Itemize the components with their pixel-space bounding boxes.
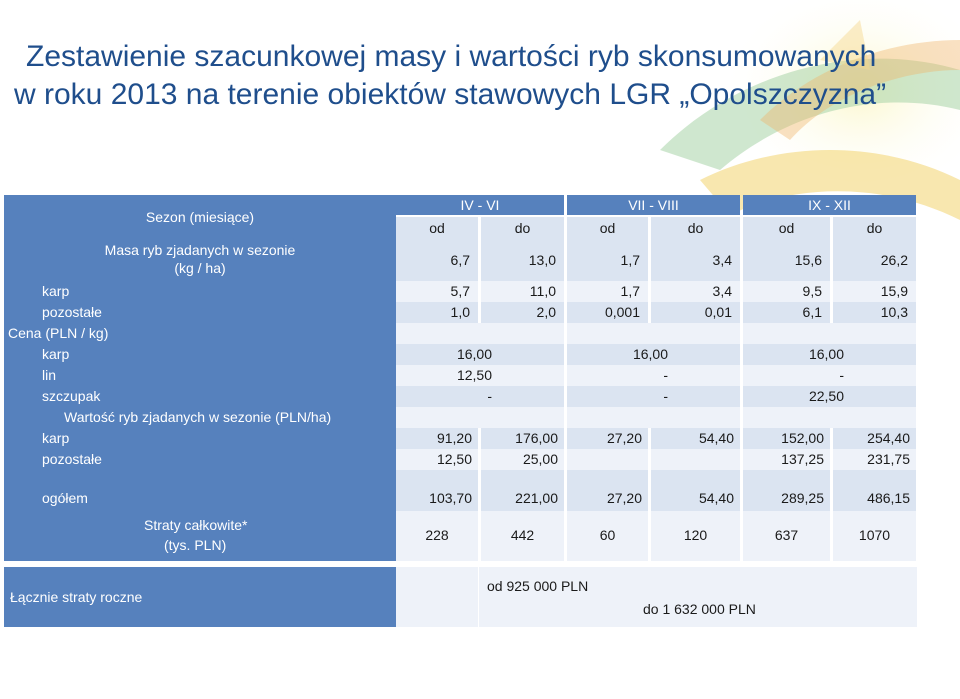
- price-cell: -: [396, 386, 564, 407]
- mass-label-cell: Masa ryb zjadanych w sezonie (kg / ha): [4, 239, 396, 281]
- annual-label-cell: Łącznie straty roczne: [4, 567, 396, 627]
- sub-header-cell: do: [651, 217, 740, 239]
- price-cell: -: [567, 365, 740, 386]
- value-cell: 12,50: [396, 449, 478, 470]
- total-cell: 54,40: [651, 470, 740, 511]
- mass-cell: 2,0: [481, 302, 564, 323]
- mass-value-cell: 3,4: [651, 239, 740, 281]
- annual-values-cell: od 925 000 PLN do 1 632 000 PLN: [479, 567, 917, 627]
- header-row: [4, 195, 917, 239]
- loss-cell: 60: [567, 511, 648, 561]
- value-row: [4, 449, 917, 470]
- value-cell: 254,40: [833, 428, 916, 449]
- price-cell: 16,00: [396, 344, 564, 365]
- title-line-1: Zestawienie szacunkowej masy i wartości ryb skonsumowanych: [26, 40, 877, 73]
- mass-cell: 1,7: [567, 281, 648, 302]
- price-row-label: karp: [4, 344, 396, 365]
- value-cell: 91,20: [396, 428, 478, 449]
- loss-label-cell: Straty całkowite* (tys. PLN): [4, 511, 396, 561]
- sub-header-cell: od: [396, 217, 478, 239]
- loss-cell: 637: [743, 511, 830, 561]
- loss-row: [4, 511, 917, 561]
- value-label-cell: Wartość ryb zjadanych w sezonie (PLN/ha): [4, 407, 396, 428]
- total-cell: 486,15: [833, 470, 916, 511]
- price-label-cell: Cena (PLN / kg): [4, 323, 396, 344]
- mass-cell: 0,001: [567, 302, 648, 323]
- mass-cell: 3,4: [651, 281, 740, 302]
- total-cell: 221,00: [481, 470, 564, 511]
- mass-species-row: [4, 302, 917, 323]
- mass-cell: 1,0: [396, 302, 478, 323]
- mass-cell: 9,5: [743, 281, 830, 302]
- title-line-2: w roku 2013 na terenie obiektów stawowych LGR „Opolszczyzna”: [14, 78, 887, 111]
- value-cell: 137,25: [743, 449, 830, 470]
- loss-cell: 1070: [833, 511, 916, 561]
- price-cell: 22,50: [743, 386, 916, 407]
- loss-cell: 228: [396, 511, 478, 561]
- value-cell: [651, 449, 740, 470]
- value-cell: [567, 449, 648, 470]
- mass-cell: 0,01: [651, 302, 740, 323]
- mass-value-cell: 13,0: [481, 239, 564, 281]
- price-row-label: szczupak: [4, 386, 396, 407]
- period-header: IX - XII: [743, 195, 916, 215]
- empty-cell: [743, 407, 916, 428]
- sub-header-cell: od: [743, 217, 830, 239]
- value-cell: 231,75: [833, 449, 916, 470]
- loss-cell: 442: [481, 511, 564, 561]
- price-cell: 12,50: [396, 365, 564, 386]
- empty-cell: [396, 323, 564, 344]
- mass-cell: 6,1: [743, 302, 830, 323]
- sub-header-cell: od: [567, 217, 648, 239]
- total-label-cell: ogółem: [4, 470, 396, 511]
- price-row-label: lin: [4, 365, 396, 386]
- season-label-cell: Sezon (miesiące): [4, 195, 396, 239]
- sub-header-cell: do: [481, 217, 564, 239]
- empty-cell: [396, 567, 478, 627]
- price-cell: -: [567, 386, 740, 407]
- value-row-label: pozostałe: [4, 449, 396, 470]
- mass-row-label: pozostałe: [4, 302, 396, 323]
- total-cell: 27,20: [567, 470, 648, 511]
- mass-row: [4, 239, 917, 281]
- value-cell: 54,40: [651, 428, 740, 449]
- value-row-label: karp: [4, 428, 396, 449]
- period-header: IV - VI: [396, 195, 564, 215]
- mass-cell: 10,3: [833, 302, 916, 323]
- empty-cell: [567, 323, 740, 344]
- value-header-row: [4, 407, 917, 428]
- price-cell: 16,00: [567, 344, 740, 365]
- mass-species-row: [4, 281, 917, 302]
- price-row: [4, 344, 917, 365]
- total-cell: 103,70: [396, 470, 478, 511]
- value-cell: 25,00: [481, 449, 564, 470]
- value-cell: 27,20: [567, 428, 648, 449]
- total-cell: 289,25: [743, 470, 830, 511]
- period-header: VII - VIII: [567, 195, 740, 215]
- price-header-row: [4, 323, 917, 344]
- page-title: [14, 38, 914, 114]
- value-row: [4, 428, 917, 449]
- mass-cell: 5,7: [396, 281, 478, 302]
- value-cell: 152,00: [743, 428, 830, 449]
- mass-cell: 15,9: [833, 281, 916, 302]
- mass-row-label: karp: [4, 281, 396, 302]
- mass-value-cell: 15,6: [743, 239, 830, 281]
- empty-cell: [567, 407, 740, 428]
- value-cell: 176,00: [481, 428, 564, 449]
- annual-row: [4, 567, 917, 627]
- mass-value-cell: 26,2: [833, 239, 916, 281]
- price-cell: -: [743, 365, 916, 386]
- mass-value-cell: 1,7: [567, 239, 648, 281]
- mass-value-cell: 6,7: [396, 239, 478, 281]
- loss-cell: 120: [651, 511, 740, 561]
- price-row: [4, 365, 917, 386]
- sub-header-cell: do: [833, 217, 916, 239]
- total-row: [4, 470, 917, 511]
- price-cell: 16,00: [743, 344, 916, 365]
- empty-cell: [743, 323, 916, 344]
- price-row: [4, 386, 917, 407]
- empty-cell: [396, 407, 564, 428]
- mass-cell: 11,0: [481, 281, 564, 302]
